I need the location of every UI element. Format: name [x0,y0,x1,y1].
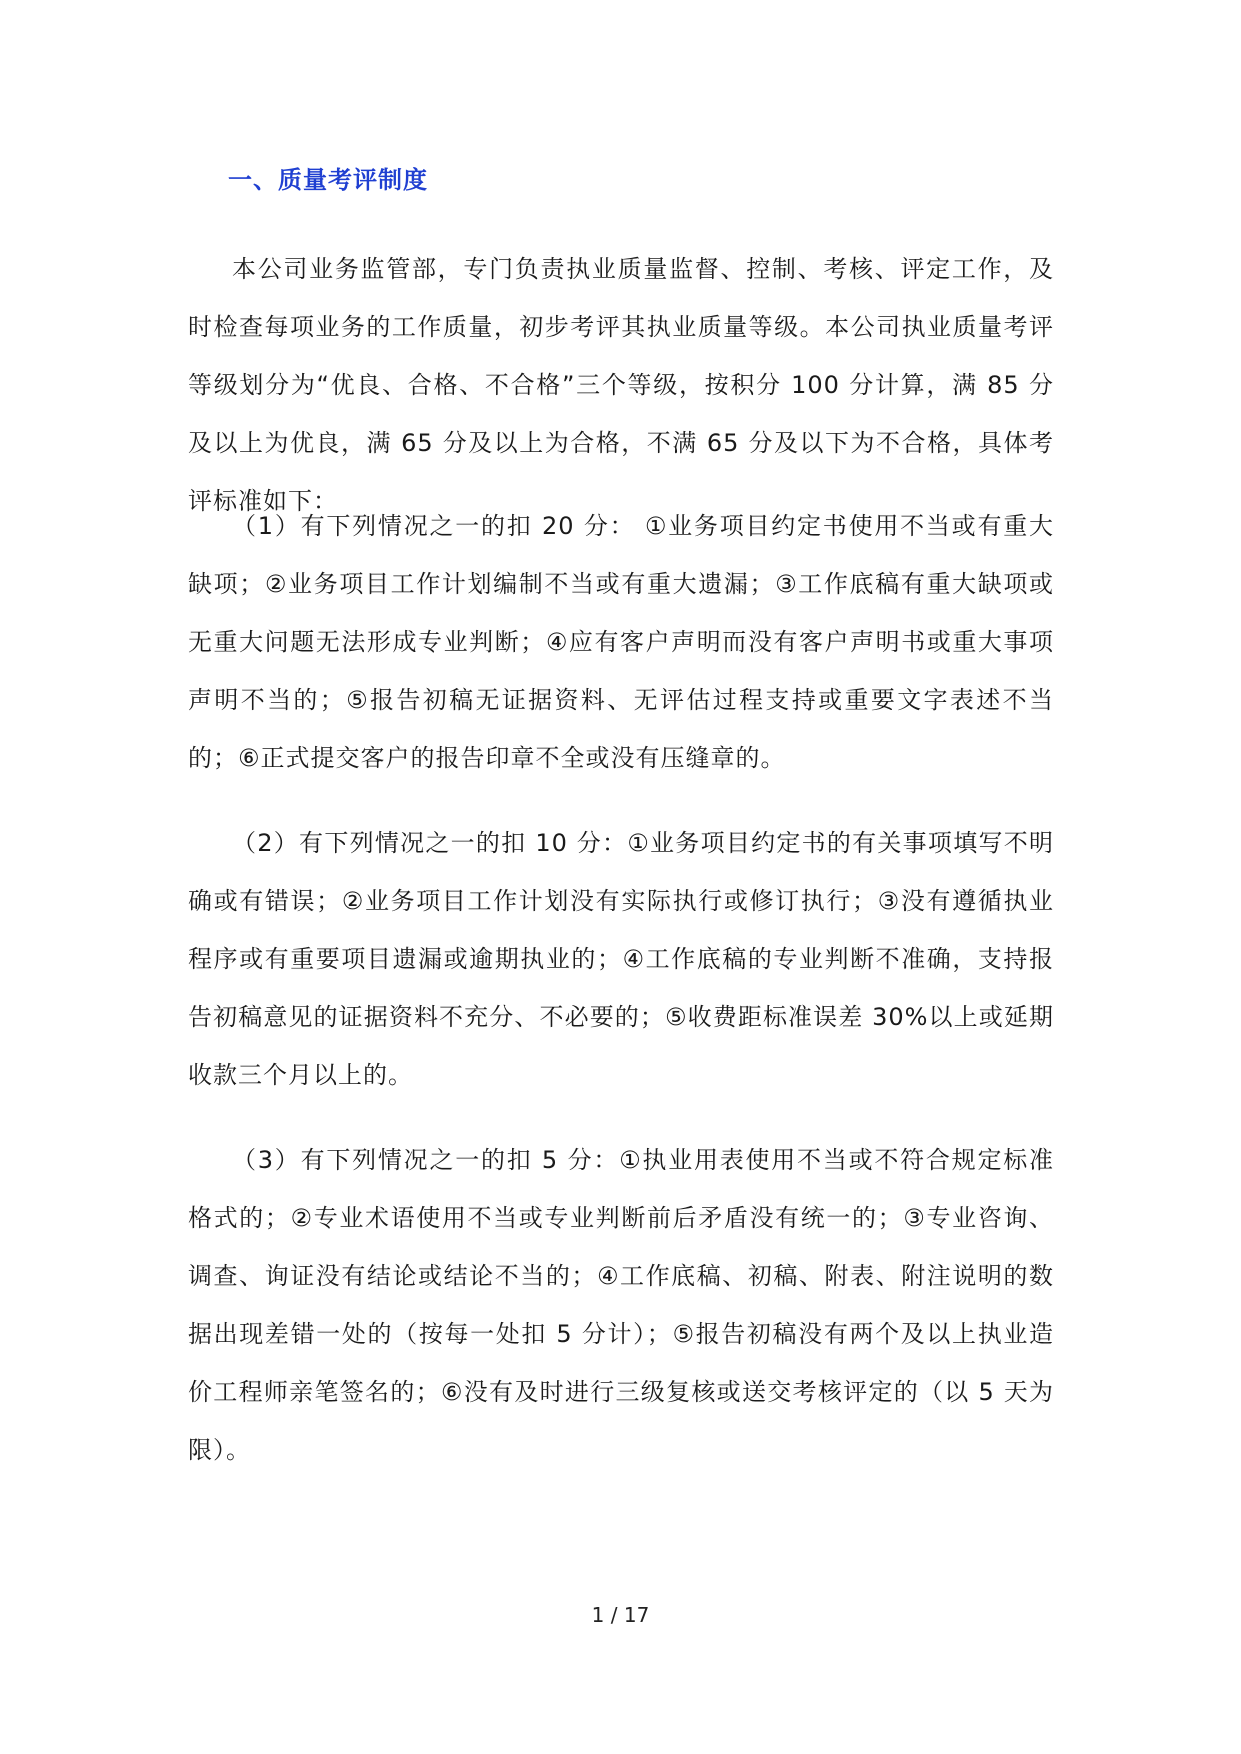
intro-paragraph: 本公司业务监管部，专门负责执业质量监督、控制、考核、评定工作，及时检查每项业务的工作质量，初步考评其执业质量等级。本公司执业质量考评等级划分为“优良、合格、不合格”三个等级，按积分 100 分计算，满 85 分及以上为优良，满 65 分及以上为合格，不满 65 分及以下为不合格，具体考评标准如下： [188,255,1054,515]
deduction-5-paragraph: （3）有下列情况之一的扣 5 分：①执业用表使用不当或不符合规定标准格式的；②专业术语使用不当或专业判断前后矛盾没有统一的；③专业咨询、调查、询证没有结论或结论不当的；④工作底稿、初稿、附表、附注说明的数据出现差错一处的（按每一处扣 5 分计）；⑤报告初稿没有两个及以上执业造价工程师亲笔签名的；⑥没有及时进行三级复核或送交考核评定的（以 5 天为限）。 [188,1146,1054,1464]
deduction-20-paragraph: （1）有下列情况之一的扣 20 分： ①业务项目约定书使用不当或有重大缺项；②业务项目工作计划编制不当或有重大遗漏；③工作底稿有重大缺项或无重大问题无法形成专业判断；④应有客户声明而没有客户声明书或重大事项声明不当的；⑤报告初稿无证据资料、无评估过程支持或重要文字表述不当的；⑥正式提交客户的报告印章不全或没有压缝章的。 [188,512,1054,772]
deduction-10-paragraph: （2）有下列情况之一的扣 10 分：①业务项目约定书的有关事项填写不明确或有错误；②业务项目工作计划没有实际执行或修订执行；③没有遵循执业程序或有重要项目遗漏或逾期执业的；④工作底稿的专业判断不准确，支持报告初稿意见的证据资料不充分、不必要的；⑤收费距标准误差 30%以上或延期收款三个月以上的。 [188,829,1054,1089]
page-number: 1 / 17 [591,1603,650,1627]
section-heading: 一、质量考评制度 [228,166,428,194]
